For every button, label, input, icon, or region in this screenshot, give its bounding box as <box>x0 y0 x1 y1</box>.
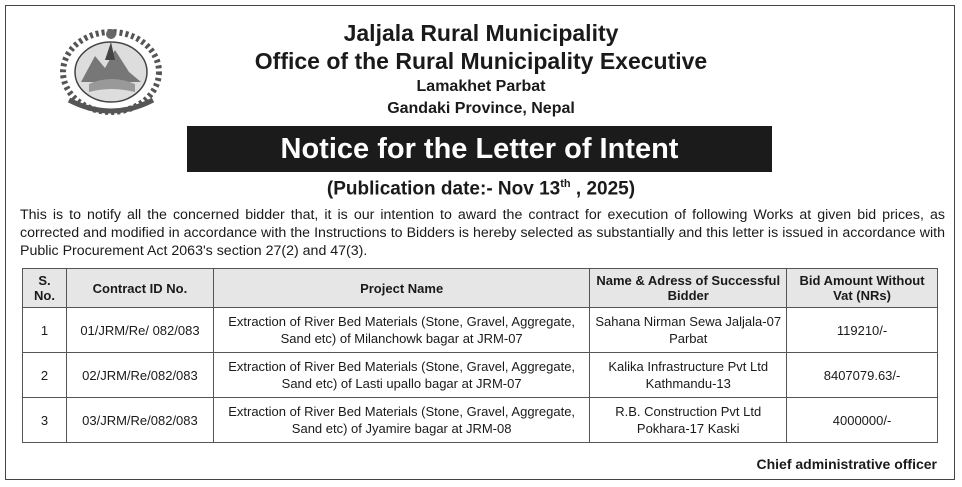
notice-title: Notice for the Letter of Intent <box>187 126 772 172</box>
award-table <box>22 268 938 443</box>
cell-bidder: Sahana Nirman Sewa Jaljala-07 Parbat <box>590 308 787 353</box>
municipality-name: Jaljala Rural Municipality <box>343 20 619 46</box>
office-name: Office of the Rural Municipality Executive <box>254 48 708 74</box>
cell-sn: 1 <box>23 308 67 353</box>
cell-contract-id: 02/JRM/Re/082/083 <box>66 353 213 398</box>
cell-contract-id: 03/JRM/Re/082/083 <box>66 398 213 443</box>
col-bidder: Name & Adress of Successful Bidder <box>590 269 787 308</box>
table-header-row <box>23 269 938 308</box>
cell-bid-amount: 4000000/- <box>787 398 938 443</box>
cell-contract-id: 01/JRM/Re/ 082/083 <box>66 308 213 353</box>
cell-bidder: Kalika Infrastructure Pvt Ltd Kathmandu-13 <box>590 353 787 398</box>
cell-project-name: Extraction of River Bed Materials (Stone, Gravel, Aggregate, Sand etc) of Lasti upallo bagar at JRM-07 <box>213 353 589 398</box>
col-project-name: Project Name <box>213 269 589 308</box>
signatory: Chief administrative officer <box>756 456 937 472</box>
cell-bid-amount: 8407079.63/- <box>787 353 938 398</box>
col-contract-id: Contract ID No. <box>66 269 213 308</box>
cell-bidder: R.B. Construction Pvt Ltd Pokhara-17 Kaski <box>590 398 787 443</box>
table-row <box>23 398 938 443</box>
table-row <box>23 353 938 398</box>
cell-bid-amount: 119210/- <box>787 308 938 353</box>
office-province: Gandaki Province, Nepal <box>387 100 575 117</box>
publication-date: (Publication date:- Nov 13th , 2025) <box>326 178 636 200</box>
office-location: Lamakhet Parbat <box>416 78 546 95</box>
table-row <box>23 308 938 353</box>
cell-project-name: Extraction of River Bed Materials (Stone, Gravel, Aggregate, Sand etc) of Jyamire bagar at JRM-08 <box>213 398 589 443</box>
col-bid-amount: Bid Amount Without Vat (NRs) <box>787 269 938 308</box>
cell-sn: 2 <box>23 353 67 398</box>
col-sn: S. No. <box>23 269 67 308</box>
cell-sn: 3 <box>23 398 67 443</box>
notice-body: This is to notify all the concerned bidder that, it is our intention to award the contract for execution of following Works at given bid prices, as corrected and modified in accordance with the Instructions to Bidders is hereby selected as substantially and this letter is issued in accordance with Public Procurement Act 2063's section 27(2) and 47(3). <box>20 207 945 259</box>
cell-project-name: Extraction of River Bed Materials (Stone, Gravel, Aggregate, Sand etc) of Milanchowk bagar at JRM-07 <box>213 308 589 353</box>
